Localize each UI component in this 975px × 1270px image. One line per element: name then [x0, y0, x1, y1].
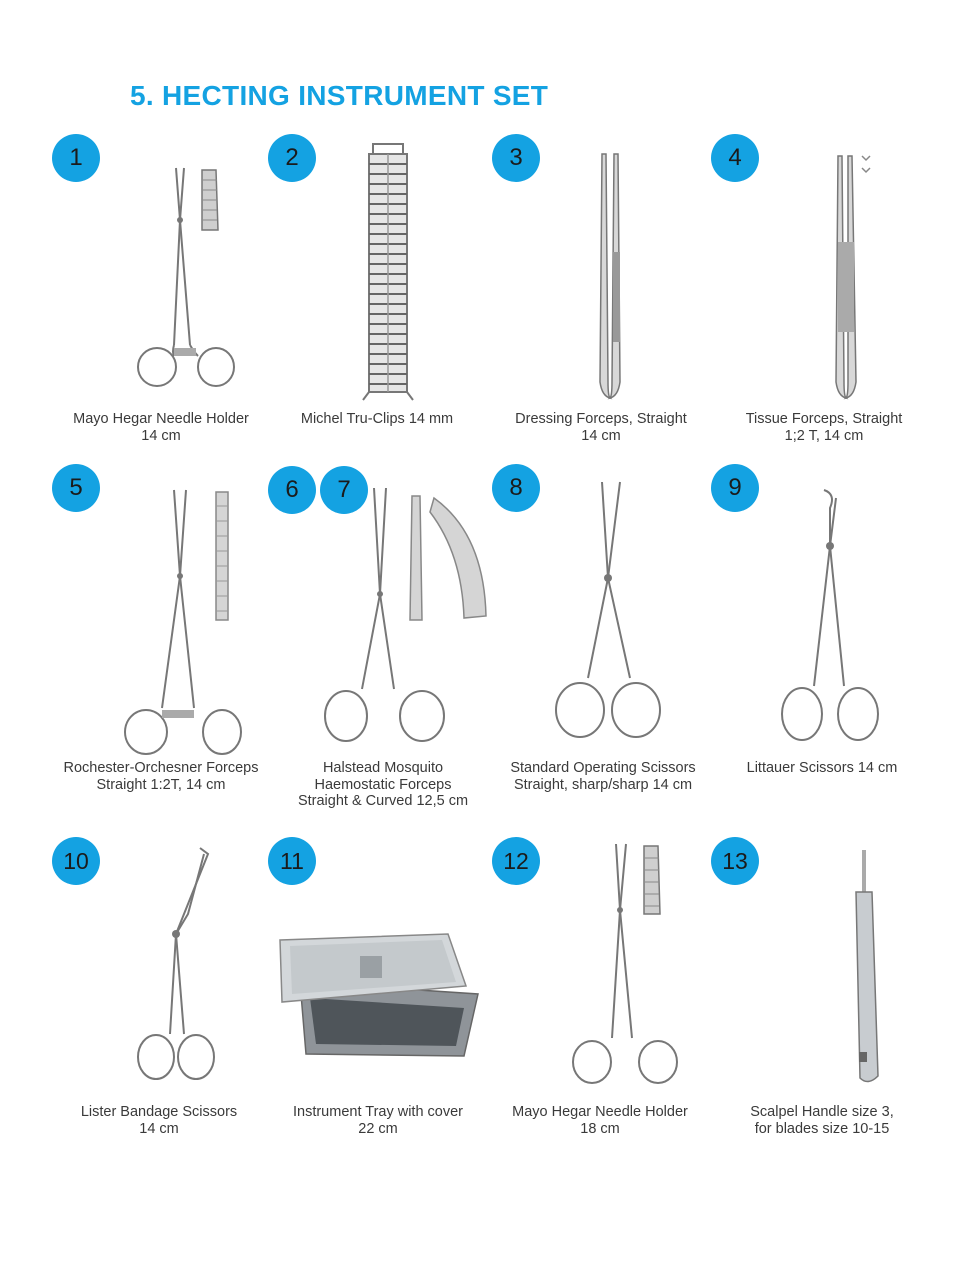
tissue-forceps-icon — [826, 152, 876, 402]
item-caption: Tissue Forceps, Straight 1;2 T, 14 cm — [745, 411, 903, 444]
item-caption: Mayo Hegar Needle Holder 18 cm — [512, 1104, 688, 1137]
clip-rack-icon — [355, 142, 420, 402]
item-caption: Lister Bandage Scissors 14 cm — [80, 1104, 238, 1137]
item-number-badge: 6 — [268, 466, 316, 514]
item-number-badge: 9 — [711, 464, 759, 512]
mosquito-forceps-icon — [318, 484, 498, 750]
item-number-badge: 11 — [268, 837, 316, 885]
item-number-badge: 1 — [52, 134, 100, 182]
rochester-forceps-icon — [118, 486, 248, 758]
instrument-tray-icon — [276, 928, 488, 1060]
item-number-badge: 10 — [52, 837, 100, 885]
operating-scissors-icon — [548, 478, 668, 743]
needle-holder-icon — [568, 840, 683, 1090]
item-number-badge: 4 — [711, 134, 759, 182]
item-caption: Dressing Forceps, Straight 14 cm — [515, 411, 687, 444]
item-number-badge: 12 — [492, 837, 540, 885]
item-caption: Standard Operating Scissors Straight, sharp/sharp 14 cm — [510, 760, 696, 793]
scalpel-handle-icon — [848, 848, 888, 1086]
item-caption: Rochester-Orchesner Forceps Straight 1:2T, 14 cm — [63, 760, 259, 793]
needle-holder-icon — [130, 160, 240, 395]
item-number-badge: 13 — [711, 837, 759, 885]
item-number-badge: 5 — [52, 464, 100, 512]
dressing-forceps-icon — [592, 152, 628, 402]
item-caption: Littauer Scissors 14 cm — [746, 760, 898, 776]
item-number-badge: 7 — [320, 466, 368, 514]
item-caption: Instrument Tray with cover 22 cm — [292, 1104, 464, 1137]
bandage-scissors-icon — [132, 844, 222, 1084]
item-number-badge: 8 — [492, 464, 540, 512]
item-caption: Halstead Mosquito Haemostatic Forceps Straight & Curved 12,5 cm — [297, 760, 469, 809]
item-caption: Scalpel Handle size 3, for blades size 10-15 — [750, 1104, 894, 1137]
item-caption: Michel Tru-Clips 14 mm — [300, 411, 454, 427]
littauer-scissors-icon — [778, 486, 883, 746]
item-number-badge: 2 — [268, 134, 316, 182]
item-number-badge: 3 — [492, 134, 540, 182]
page-title: 5. HECTING INSTRUMENT SET — [130, 80, 549, 111]
item-caption: Mayo Hegar Needle Holder 14 cm — [73, 411, 249, 444]
